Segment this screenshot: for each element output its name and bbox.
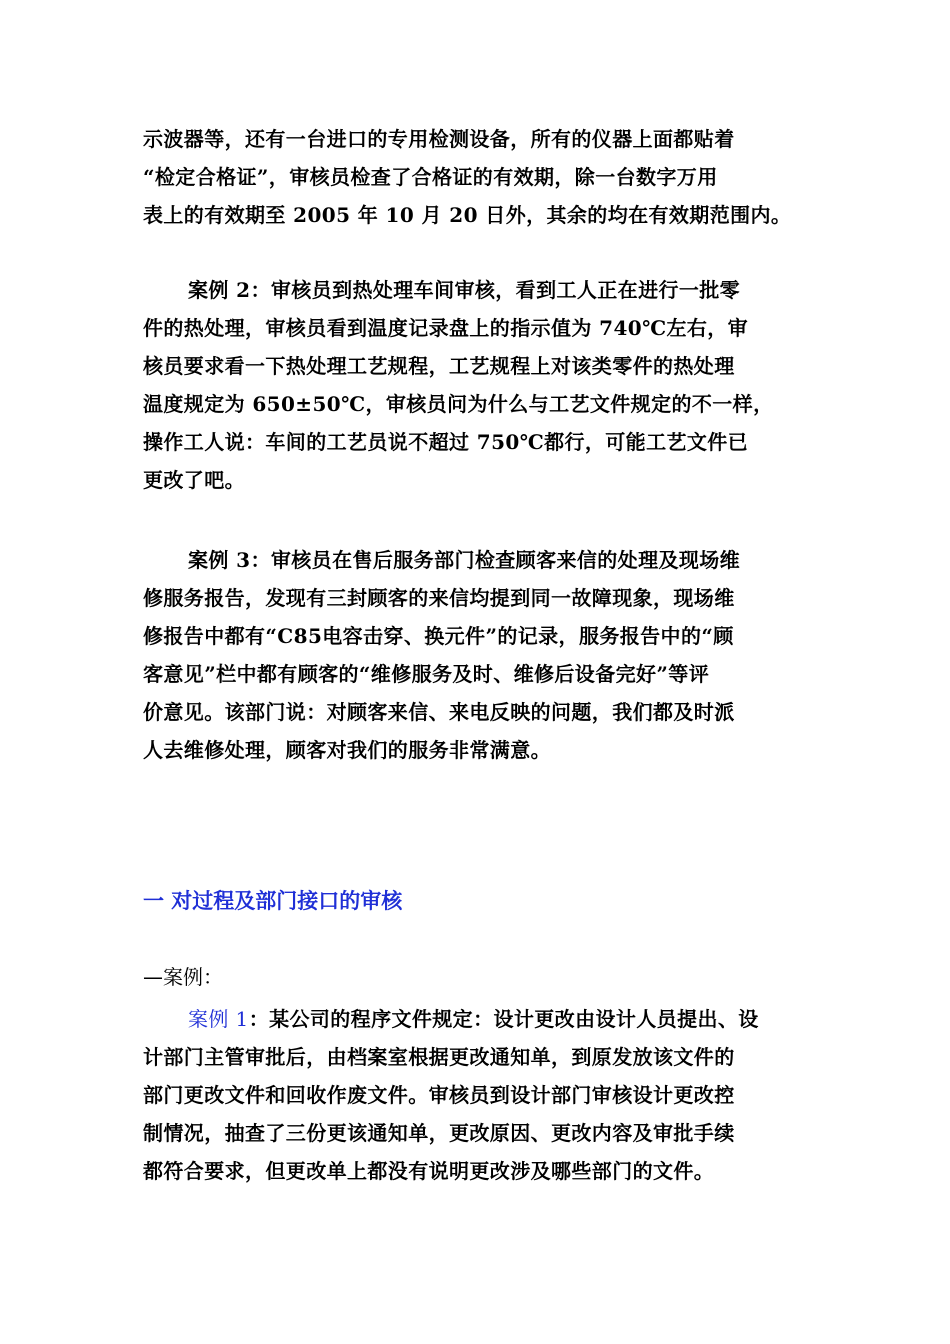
- case1-line-2: 计部门主管审批后，由档案室根据更改通知单，到原发放该文件的: [143, 1045, 735, 1069]
- case2-line-5: 操作工人说：车间的工艺员说不超过 750℃都行，可能工艺文件已: [143, 430, 749, 454]
- case3-line-4: 客意见”栏中都有顾客的“维修服务及时、维修后设备完好”等评: [143, 662, 710, 686]
- case3-line-2: 修服务报告，发现有三封顾客的来信均提到同一故障现象，现场维: [143, 586, 735, 610]
- case1-label: 案例 1: [188, 1007, 249, 1031]
- case2-line-1: 案例 2：审核员到热处理车间审核，看到工人正在进行一批零: [188, 278, 741, 302]
- case2-line-3: 核员要求看一下热处理工艺规程，工艺规程上对该类零件的热处理: [143, 354, 735, 378]
- case2-line-6: 更改了吧。: [143, 468, 245, 492]
- case3-line-5: 价意见。该部门说：对顾客来信、来电反映的问题，我们都及时派: [143, 700, 735, 724]
- case3-line-3: 修报告中都有“C85电容击穿、换元件”的记录，服务报告中的“顾: [143, 624, 734, 648]
- case1-line-1-rest: ：某公司的程序文件规定：设计更改由设计人员提出、设: [248, 1007, 759, 1031]
- paragraph1-line-2: “检定合格证”，审核员检查了合格证的有效期，除一台数字万用: [143, 165, 718, 189]
- paragraph1-line-3: 表上的有效期至 2005 年 10 月 20 日外，其余的均在有效期范围内。: [143, 203, 792, 227]
- case3-line-1: 案例 3：审核员在售后服务部门检查顾客来信的处理及现场维: [188, 548, 741, 572]
- paragraph1-line-1: 示波器等，还有一台进口的专用检测设备，所有的仪器上面都贴着: [143, 127, 735, 151]
- case1-line-5: 都符合要求，但更改单上都没有说明更改涉及哪些部门的文件。: [143, 1159, 715, 1183]
- case3-line-6: 人去维修处理，顾客对我们的服务非常满意。: [143, 738, 551, 762]
- case1-line-3: 部门更改文件和回收作废文件。审核员到设计部门审核设计更改控: [143, 1083, 735, 1107]
- section-subheading: —案例：: [143, 965, 223, 989]
- case2-line-2: 件的热处理，审核员看到温度记录盘上的指示值为 740℃左右，审: [143, 316, 749, 340]
- section-heading: 一 对过程及部门接口的审核: [143, 889, 403, 913]
- case1-line-4: 制情况，抽查了三份更该通知单，更改原因、更改内容及审批手续: [143, 1121, 735, 1145]
- case2-line-4: 温度规定为 650±50℃，审核员问为什么与工艺文件规定的不一样，: [143, 392, 774, 416]
- case1-line-1: [188, 1000, 868, 1038]
